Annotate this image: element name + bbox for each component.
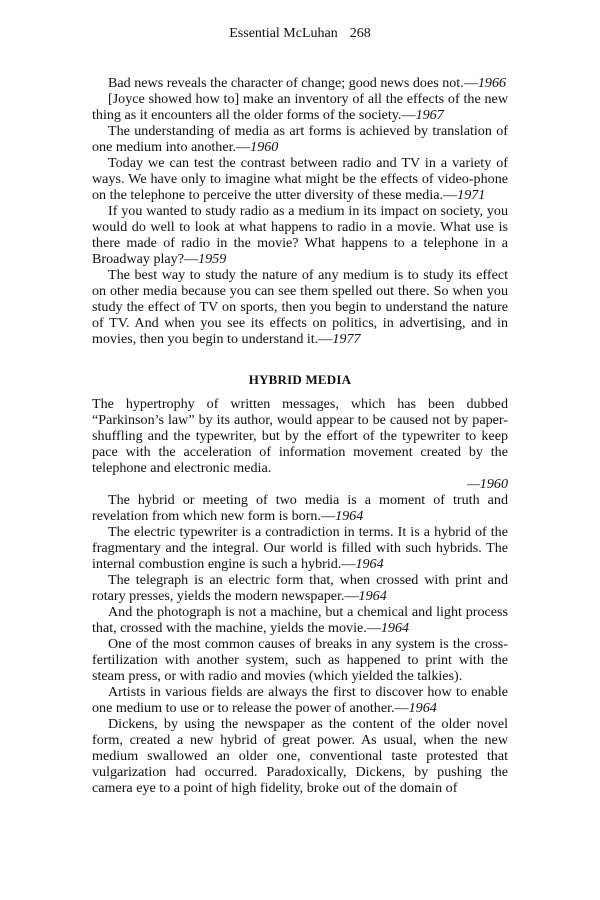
quote-date: 1964	[380, 620, 410, 636]
quote-paragraph: Today we can test the contrast between radio and TV in a variety of ways. We have only to imagine what might be the effects of video-phone on the telephone to perceive the utter diversity of these media.—1971	[92, 155, 508, 203]
running-title: Essential McLuhan	[229, 26, 338, 41]
quote-paragraph: The best way to study the nature of any medium is to study its effect on other media because you can see them spelled out there. So when you study the effect of TV on sports, then you begin to understand the nature of TV. And when you see its effects on politics, in advertising, and in movies, then you begin to understand it.—1977	[92, 267, 508, 347]
hybrid-media-block	[92, 396, 508, 796]
quote-paragraph: Dickens, by using the newspaper as the content of the older novel form, created a new hybrid of great power. As usual, when the new medium swallowed an older one, conventional taste protested that vulgarization had occurred. Paradoxically, Dickens, by pushing the camera eye to a point of high fidelity, broke out of the domain of	[92, 716, 508, 796]
quote-paragraph: The understanding of media as art forms is achieved by translation of one medium into another.—1960	[92, 123, 508, 155]
quotes-top-block	[92, 75, 508, 347]
quote-paragraph: If you wanted to study radio as a medium in its impact on society, you would do well to look at what happens to radio in a movie. What use is there made of radio in the movie? What happens to a telephone in a Broadway play?—1959	[92, 203, 508, 267]
quote-paragraph: The hybrid or meeting of two media is a moment of truth and revelation from which new form is born.—1964	[92, 492, 508, 524]
quote-paragraph: [Joyce showed how to] make an inventory of all the effects of the new thing as it encounters all the older forms of the society.—1967	[92, 91, 508, 123]
section-heading: HYBRID MEDIA	[248, 372, 352, 387]
quote-paragraph: Bad news reveals the character of change; good news does not.—1966	[108, 75, 507, 91]
quote-date: 1966	[477, 75, 507, 91]
quote-paragraph: Artists in various fields are always the first to discover how to enable one medium to use or to release the power of another.—1964	[92, 684, 508, 716]
quote-paragraph: One of the most common causes of breaks in any system is the cross-fertilization with another system, such as happened to print with the steam press, or with radio and movies (which yielded the talkies).	[92, 636, 508, 684]
quote-date: 1959	[198, 251, 227, 267]
quote-date: 1964	[335, 508, 364, 524]
quote-date: 1971	[457, 187, 486, 203]
page-number: 268	[349, 26, 371, 41]
running-head	[92, 25, 508, 43]
quote-date: 1964	[358, 588, 387, 604]
quote-paragraph: And the photograph is not a machine, but a chemical and light process that, crossed with the machine, yields the movie.—1964	[92, 604, 508, 636]
intro-paragraph: The hypertrophy of written messages, which has been dubbed “Parkinson’s law” by its author, would appear to be caused not by paper-shuffling and the typewriter, but by the effort of the typewriter to keep pace with the acceleration of information movement created by the telephone and electronic media.	[92, 396, 508, 476]
quote-date: 1977	[332, 331, 361, 347]
quote-date: 1960	[250, 139, 279, 155]
quote-paragraph: The electric typewriter is a contradiction in terms. It is a hybrid of the fragmentary and the integral. Our world is filled with such hybrids. The internal combustion engine is such a hybrid.—1964	[92, 524, 508, 572]
quote-paragraph: The telegraph is an electric form that, when crossed with print and rotary presses, yields the modern newspaper.—1964	[92, 572, 508, 604]
quote-date: 1967	[415, 107, 444, 123]
quote-date: 1964	[408, 700, 437, 716]
intro-date: —1960	[467, 476, 508, 492]
quote-date: 1964	[355, 556, 384, 572]
